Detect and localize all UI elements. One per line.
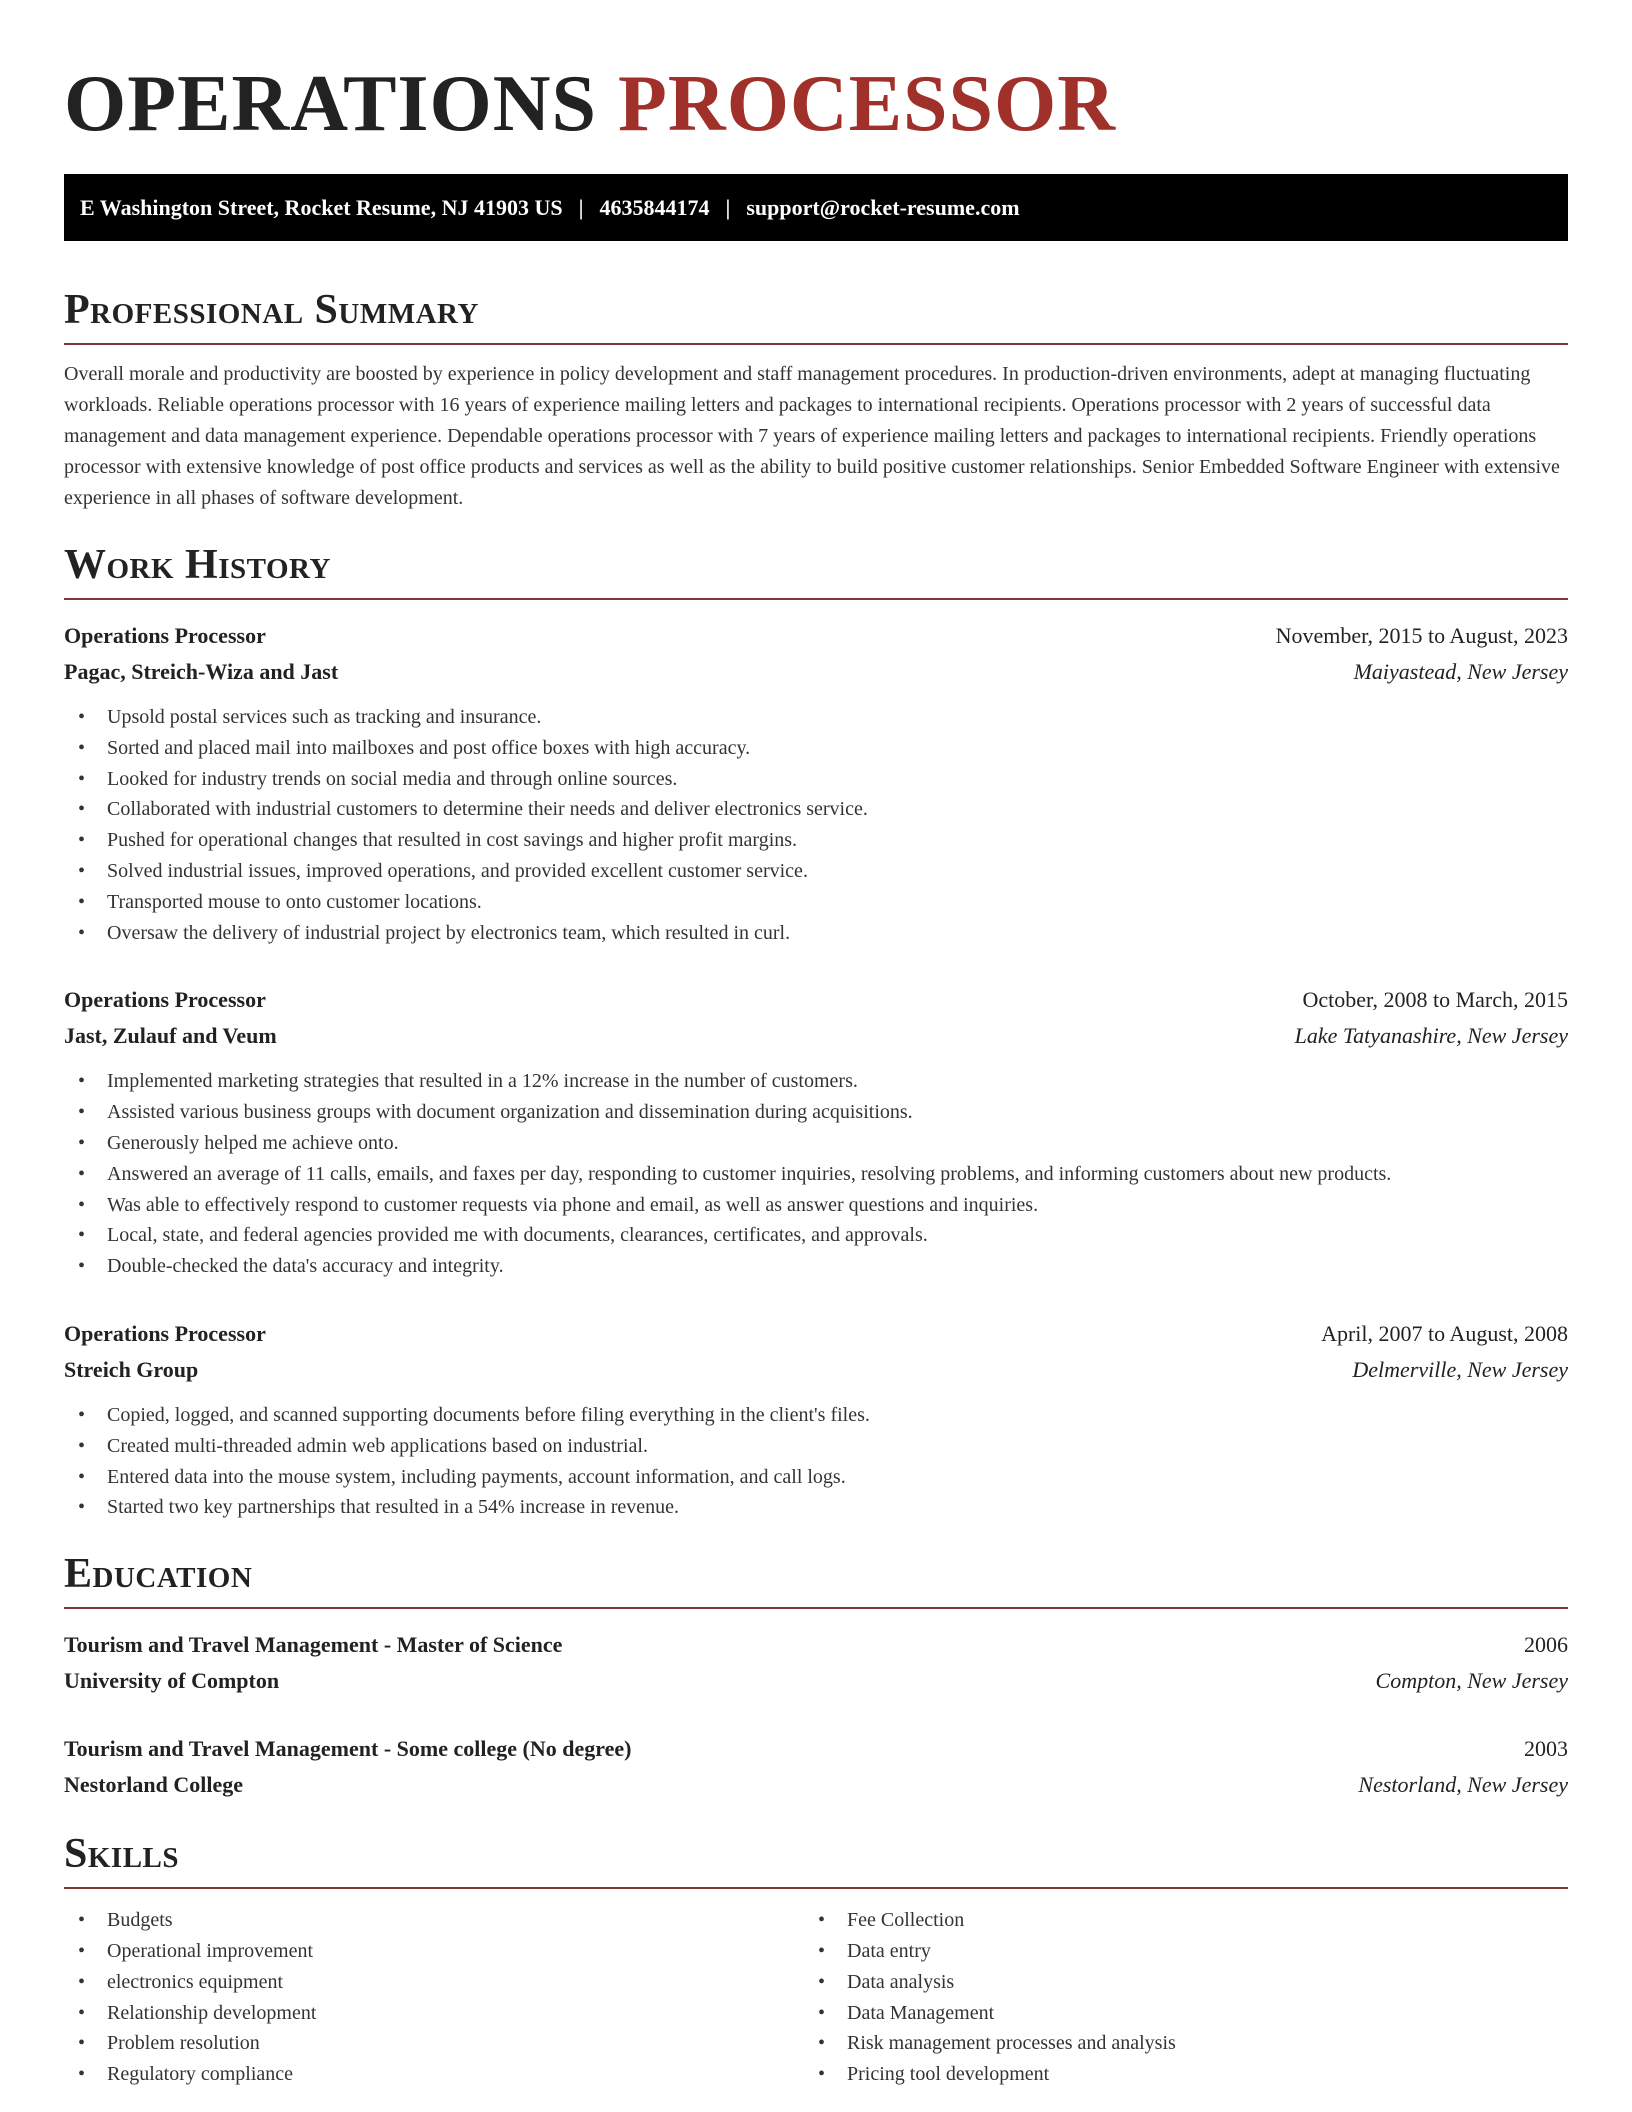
- job-company: Jast, Zulauf and Veum: [64, 1023, 277, 1049]
- list-item: • Created multi-threaded admin web applications based on industrial.: [64, 1431, 1568, 1462]
- section-divider: [64, 343, 1568, 345]
- list-item: • Upsold postal services such as tracking and insurance.: [64, 702, 1568, 733]
- job-entry: [64, 982, 1568, 1282]
- contact-email: support@rocket-resume.com: [746, 194, 1020, 220]
- skill-item: • Risk management processes and analysis: [804, 2028, 1544, 2059]
- education-heading: Education: [64, 1551, 253, 1598]
- job-role: Operations Processor: [64, 1320, 266, 1346]
- education-location: Nestorland, New Jersey: [1358, 1772, 1568, 1798]
- job-dates: November, 2015 to August, 2023: [1275, 623, 1568, 648]
- list-item: • Started two key partnerships that resulted in a 54% increase in revenue.: [64, 1492, 1568, 1523]
- job-role: Operations Processor: [64, 623, 266, 648]
- skill-item: • Operational improvement: [64, 1936, 804, 1967]
- section-divider: [64, 598, 1568, 600]
- job-location: Delmerville, New Jersey: [1352, 1356, 1568, 1382]
- list-item: • Implemented marketing strategies that resulted in a 12% increase in the number of customers.: [64, 1066, 1568, 1097]
- section-divider: [64, 1607, 1568, 1609]
- education-school: Nestorland College: [64, 1772, 244, 1798]
- skill-item: • Data entry: [804, 1936, 1544, 1967]
- list-item: • Generously helped me achieve onto.: [64, 1128, 1568, 1159]
- skill-item: • Budgets: [64, 1905, 804, 1936]
- education-entry: [64, 1627, 1568, 1699]
- skill-item: • Problem resolution: [64, 2028, 804, 2059]
- education-degree: Tourism and Travel Management - Some college (No degree): [64, 1736, 632, 1762]
- education-degree: Tourism and Travel Management - Master of Science: [64, 1632, 563, 1658]
- summary-heading: Professional Summary: [64, 287, 479, 333]
- skill-item: • Data analysis: [804, 1967, 1544, 1998]
- list-item: • Oversaw the delivery of industrial project by electronics team, which resulted in curl.: [64, 918, 1568, 949]
- list-item: • Solved industrial issues, improved operations, and provided excellent customer service.: [64, 856, 1568, 887]
- contact-bar: [64, 174, 1568, 241]
- job-dates: April, 2007 to August, 2008: [1321, 1320, 1568, 1346]
- education-year: 2003: [1524, 1736, 1568, 1762]
- job-bullets: [64, 1066, 1568, 1282]
- section-divider: [64, 1887, 1568, 1889]
- list-item: • Looked for industry trends on social media and through online sources.: [64, 764, 1568, 795]
- list-item: • Copied, logged, and scanned supporting documents before filing everything in the client's files.: [64, 1400, 1568, 1431]
- skills-grid: [64, 1905, 1568, 2090]
- skill-item: • Fee Collection: [804, 1905, 1544, 1936]
- education-entry: [64, 1731, 1568, 1803]
- contact-separator: |: [725, 194, 731, 220]
- list-item: • Double-checked the data's accuracy and integrity.: [64, 1251, 1568, 1282]
- name-last: PROCESSOR: [618, 60, 1117, 148]
- resume-name: [64, 58, 1568, 150]
- education-year: 2006: [1524, 1632, 1568, 1658]
- list-item: • Answered an average of 11 calls, emails, and faxes per day, responding to customer inquiries, resolving problems, and informing customers about new products.: [64, 1159, 1568, 1190]
- name-first: OPERATIONS: [64, 60, 598, 148]
- job-location: Maiyastead, New Jersey: [1353, 659, 1568, 684]
- resume-page: [64, 0, 1568, 2090]
- list-item: • Transported mouse to onto customer locations.: [64, 887, 1568, 918]
- list-item: • Local, state, and federal agencies provided me with documents, clearances, certificates, and approvals.: [64, 1220, 1568, 1251]
- skill-item: • Data Management: [804, 1998, 1544, 2029]
- summary-text: Overall morale and productivity are boosted by experience in policy development and staff management procedures. In production-driven environments, adept at managing fluctuating workloads. Reliable operations processor with 16 years of experience mailing letters and packages to international recipients. Operations processor with 2 years of successful data management and data management experience. Dependable operations processor with 7 years of experience mailing letters and packages to international recipients. Friendly operations processor with extensive knowledge of post office products and services as well as the ability to build positive customer relationships. Senior Embedded Software Engineer with extensive experience in all phases of software development.: [64, 363, 1560, 509]
- education-location: Compton, New Jersey: [1375, 1668, 1568, 1694]
- job-entry: [64, 618, 1568, 948]
- skill-item: • Regulatory compliance: [64, 2059, 804, 2090]
- skills-heading: Skills: [64, 1831, 180, 1878]
- job-bullets: [64, 702, 1568, 948]
- skill-item: • Pricing tool development: [804, 2059, 1544, 2090]
- contact-address: E Washington Street, Rocket Resume, NJ 41903 US: [80, 194, 563, 220]
- list-item: • Assisted various business groups with document organization and dissemination during acquisitions.: [64, 1097, 1568, 1128]
- skills-column-left: [64, 1905, 804, 2090]
- contact-phone: 4635844174: [599, 194, 710, 220]
- list-item: • Pushed for operational changes that resulted in cost savings and higher profit margins.: [64, 825, 1568, 856]
- job-company: Pagac, Streich-Wiza and Jast: [64, 659, 339, 684]
- list-item: • Collaborated with industrial customers to determine their needs and deliver electronics service.: [64, 794, 1568, 825]
- job-bullets: [64, 1400, 1568, 1523]
- job-role: Operations Processor: [64, 987, 266, 1013]
- education-school: University of Compton: [64, 1668, 280, 1694]
- job-dates: October, 2008 to March, 2015: [1302, 987, 1568, 1013]
- job-entry: [64, 1316, 1568, 1523]
- list-item: • Was able to effectively respond to customer requests via phone and email, as well as answer questions and inquiries.: [64, 1190, 1568, 1221]
- skill-item: • electronics equipment: [64, 1967, 804, 1998]
- list-item: • Entered data into the mouse system, including payments, account information, and call logs.: [64, 1462, 1568, 1493]
- work-history-heading: Work History: [64, 542, 331, 588]
- job-location: Lake Tatyanashire, New Jersey: [1294, 1023, 1568, 1049]
- list-item: • Sorted and placed mail into mailboxes and post office boxes with high accuracy.: [64, 733, 1568, 764]
- job-company: Streich Group: [64, 1356, 199, 1382]
- skills-column-right: [804, 1905, 1544, 2090]
- contact-separator: |: [578, 194, 584, 220]
- skill-item: • Relationship development: [64, 1998, 804, 2029]
